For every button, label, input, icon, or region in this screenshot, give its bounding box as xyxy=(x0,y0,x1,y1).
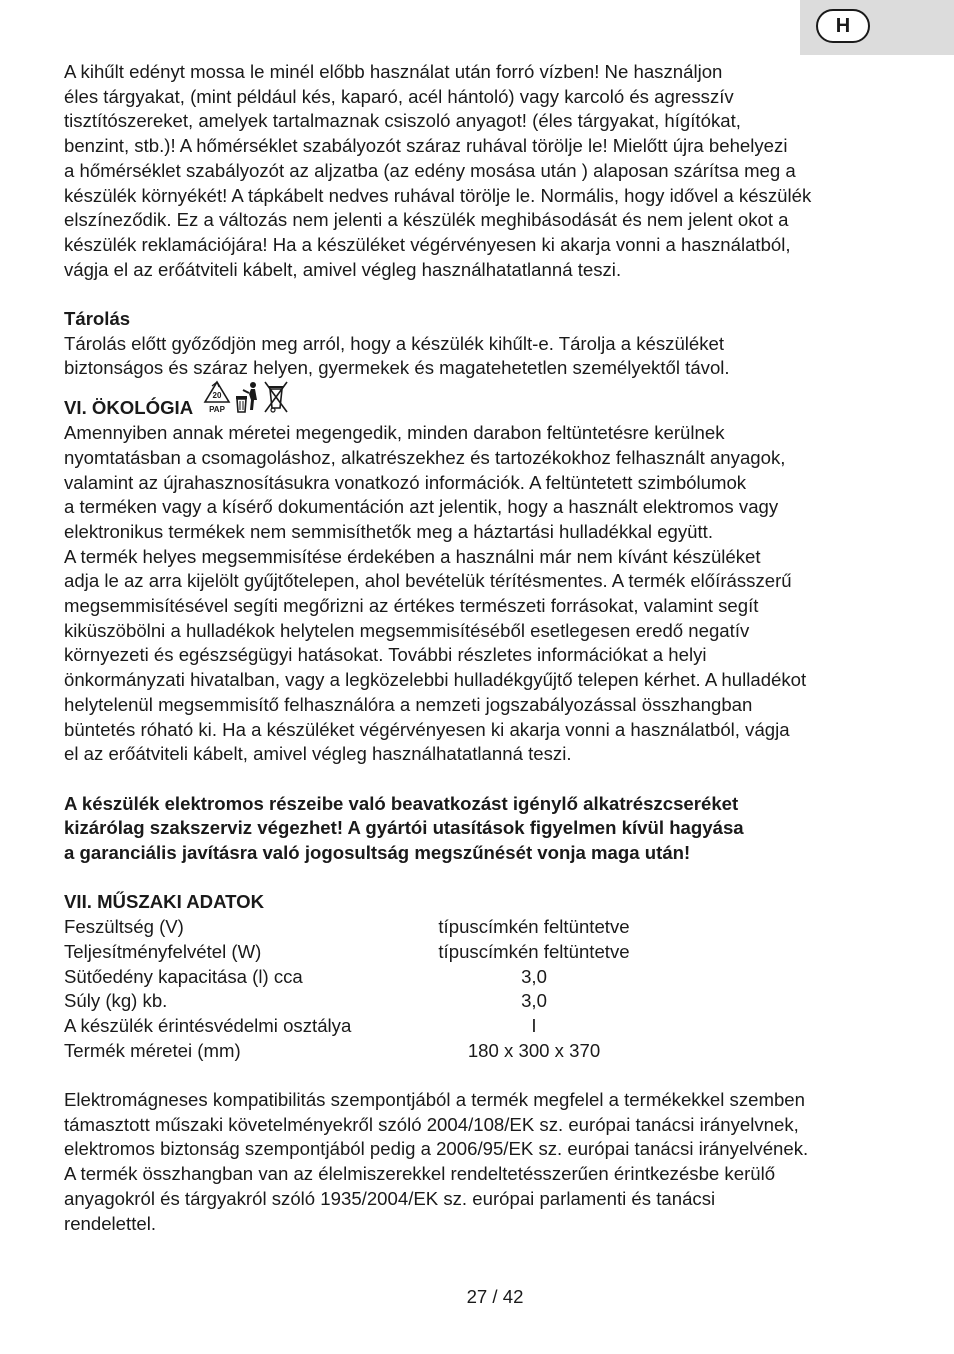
table-row xyxy=(64,915,684,940)
spec-label: Termék méretei (mm) xyxy=(64,1039,241,1061)
spacer xyxy=(64,767,894,792)
recycle-number: 20 xyxy=(212,391,222,401)
storage-heading: Tárolás xyxy=(64,308,131,330)
text-line: valamint az újrahasznosításukra vonatkozó információk. A feltüntetett szimbólumok xyxy=(64,471,747,493)
text-line: büntetés róható ki. Ha a készüléket végérvényesen ki akarja vonni a használatból, vágja xyxy=(64,718,790,740)
ecology-heading-row xyxy=(64,383,894,421)
text-line: adja le az arra kijelölt gyűjtőtelepen, ahol bevételük térítésmentes. A termék előírásszerű xyxy=(64,570,792,592)
spec-value: 3,0 xyxy=(521,965,547,987)
text-line: biztonságos és száraz helyen, gyermekek és magatehetetlen személyektől távol. xyxy=(64,357,730,379)
table-row xyxy=(64,965,684,990)
recycle-label: PAP xyxy=(209,405,226,415)
text-line: A készülék elektromos részeibe való beavatkozást igénylő alkatrészcseréket xyxy=(64,792,739,814)
spec-label: Feszültség (V) xyxy=(64,916,184,938)
text-line: elektromos biztonság szempontjából pedig a 2006/95/EK sz. európai tanácsi irányelvének. xyxy=(64,1138,809,1160)
cleaning-paragraph xyxy=(64,60,894,282)
text-line: kiküszöbölni a hulladékok helytelen megsemmisítéséből esetlegesen eredő negatív xyxy=(64,619,750,641)
text-line: a hőmérséklet szabályozót az aljzatba (az edény mosása után ) alaposan szárítsa meg a xyxy=(64,159,796,181)
text-line: Elektromágneses kompatibilitás szempontjából a termék megfelel a termékekkel szemben xyxy=(64,1089,805,1111)
table-row xyxy=(64,989,684,1014)
table-row xyxy=(64,1039,684,1064)
spec-value: típuscímkén feltüntetve xyxy=(438,940,630,962)
text-line: elektronikus termékek nem semmisíthetők meg a háztartási hulladékkal együtt. xyxy=(64,520,714,542)
page-number: 27 / 42 xyxy=(466,1286,524,1307)
ecology-icons xyxy=(203,380,289,421)
text-line: készülék környékét! A tápkábelt nedves ruhával törölje le. Normális, hogy idővel a készülék xyxy=(64,184,812,206)
language-badge: H xyxy=(816,9,870,43)
spec-value: 3,0 xyxy=(521,990,547,1012)
text-line: környezeti és egészségügyi hatásokat. További részletes információkat a helyi xyxy=(64,644,707,666)
text-line: nyomtatásban a csomagoláshoz, alkatrészekhez és tartozékokhoz felhasznált anyagok, xyxy=(64,446,786,468)
text-line: kizárólag szakszerviz végezhet! A gyártói utasítások figyelmen kívül hagyása xyxy=(64,817,744,839)
text-line: Amennyiben annak méretei megengedik, minden darabon feltüntetésre kerülnek xyxy=(64,422,725,444)
compliance-paragraph xyxy=(64,1088,894,1236)
ecology-heading: VI. ÖKOLÓGIA xyxy=(64,397,194,419)
text-line: tisztítószereket, amelyek tartalmaznak csiszoló anyagot! (éles tárgyakat, hígítókat, xyxy=(64,110,741,132)
text-line: helytelenül megsemmisítő felhasználóra a nemzeti jogszabályozással összhangban xyxy=(64,693,753,715)
table-row xyxy=(64,1014,684,1039)
text-line: támasztott műszaki követelményekről szóló 2004/108/EK sz. európai tanácsi irányelvnek, xyxy=(64,1113,799,1135)
spec-value: 180 x 300 x 370 xyxy=(467,1039,601,1061)
text-line: a terméken vagy a kísérő dokumentáción azt jelentik, hogy a használt elektromos vagy xyxy=(64,496,779,518)
text-line: A kihűlt edényt mossa le minél előbb használat után forró vízben! Ne használjon xyxy=(64,61,723,82)
text-line: vágja el az erőátviteli kábelt, amivel végleg használhatatlanná teszi. xyxy=(64,258,622,280)
specs-table xyxy=(64,915,684,1063)
text-line: a garanciális javításra való jogosultság megszűnését vonja maga után! xyxy=(64,842,691,864)
spec-value: típuscímkén feltüntetve xyxy=(438,916,630,938)
text-line: rendelettel. xyxy=(64,1212,156,1234)
text-line: A termék helyes megsemmisítése érdekében a használni már nem kívánt készüléket xyxy=(64,545,761,567)
spec-label: Súly (kg) kb. xyxy=(64,990,168,1012)
spec-label: Teljesítményfelvétel (W) xyxy=(64,940,262,962)
spacer xyxy=(64,282,894,307)
spec-value: I xyxy=(531,1014,537,1036)
ecology-paragraph xyxy=(64,421,894,767)
text-line: készülék reklamációjára! Ha a készüléket végérvényesen ki akarja vonni a használatból, xyxy=(64,233,791,255)
language-tab xyxy=(800,0,954,55)
specs-heading: VII. MŰSZAKI ADATOK xyxy=(64,891,265,913)
storage-paragraph xyxy=(64,332,894,381)
spec-label: Sütőedény kapacitása (l) cca xyxy=(64,965,303,987)
spec-label: A készülék érintésvédelmi osztálya xyxy=(64,1014,352,1036)
recycle-pap-icon xyxy=(203,380,231,421)
text-line: el az erőátviteli kábelt, amivel végleg használhatatlanná teszi. xyxy=(64,743,572,765)
spacer xyxy=(64,866,894,891)
text-line: elszíneződik. Ez a változás nem jelenti a készülék meghibásodását és nem jelent okot a xyxy=(64,209,789,231)
page-content xyxy=(64,60,894,1236)
crossed-bin-icon xyxy=(263,380,289,421)
text-line: A termék összhangban van az élelmiszerekkel rendeltetésszerűen érintkezésbe kerülő xyxy=(64,1163,776,1185)
spacer xyxy=(64,1063,894,1088)
text-line: benzint, stb.)! A hőmérséklet szabályozót száraz ruhával törölje le! Mielőtt újra behelyezi xyxy=(64,135,788,157)
text-line: anyagokról és tárgyakról szóló 1935/2004/EK sz. európai parlamenti és tanácsi xyxy=(64,1187,716,1209)
text-line: éles tárgyakat, (mint például kés, kaparó, acél hántoló) vagy karcoló és agresszív xyxy=(64,85,734,107)
text-line: önkormányzati hivatalban, vagy a legközelebbi hulladékgyűjtő telepen kérhet. A hulladékot xyxy=(64,669,807,691)
text-line: megsemmisítésével segíti megőrizni az értékes természeti forrásokat, valamint segít xyxy=(64,595,759,617)
table-row xyxy=(64,940,684,965)
warning-paragraph xyxy=(64,792,894,866)
litter-bin-icon xyxy=(233,380,261,421)
text-line: Tárolás előtt győződjön meg arról, hogy a készülék kihűlt-e. Tárolja a készüléket xyxy=(64,332,725,354)
